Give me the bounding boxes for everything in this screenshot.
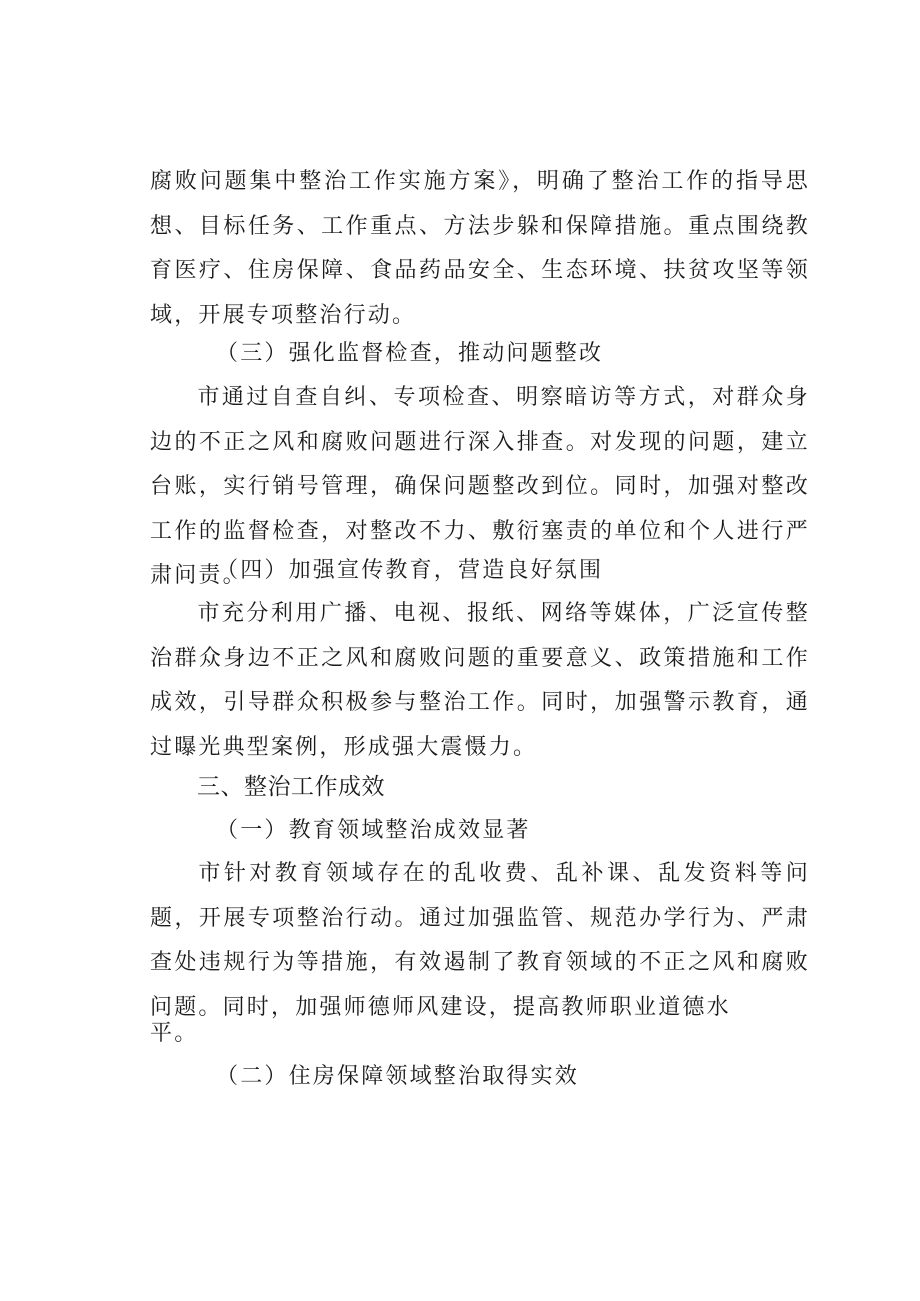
paragraph-publicity-text: 市充分利用广播、电视、报纸、网络等媒体，广泛宣传整治群众身边不正之风和腐败问题的重要意义、政策措施和工作成效，引导群众积极参与整治工作。同时，加强警示教育，通过曝光典型案例，形成强大震慑力。 xyxy=(150,601,810,760)
paragraph-publicity xyxy=(150,592,810,770)
subheading-publicity-education: （四）加强宣传教育，营造良好氛围 xyxy=(216,558,604,583)
section-heading-results: 三、整治工作成效 xyxy=(197,774,385,800)
paragraph-continuation: 腐败问题集中整治工作实施方案》，明确了整治工作的指导思想、目标任务、工作重点、方法步躲和保障措施。重点围绕教育医疗、住房保障、食品药品安全、生态环境、扶贫攻坚等领域，开展专项整治行动。 xyxy=(150,169,810,328)
paragraph-supervision-text: 市通过自查自纠、专项检查、明察暗访等方式，对群众身边的不正之风和腐败问题进行深入排查。对发现的问题，建立台账，实行销号管理，确保问题整改到位。同时，加强对整改工作的监督检查，对整改不力、敷衍塞责的单位和个人进行严肃问责。 xyxy=(150,385,810,588)
paragraph-education xyxy=(150,852,810,1030)
paragraph-education-text: 市针对教育领域存在的乱收费、乱补课、乱发资料等问题，开展专项整治行动。通过加强监管、规范办学行为、严肃查处违规行为等措施，有效遏制了教育领域的不正之风和腐败问题。同时，加强师德师风建设，提高教师职业道德水 xyxy=(150,861,810,1020)
subheading-education-results: （一）教育领域整治成效显著 xyxy=(216,818,531,843)
subheading-strengthen-supervision: （三）强化监督检查，推动问题整改 xyxy=(216,341,604,366)
subheading-housing-results: （二）住房保障领域整治取得实效 xyxy=(216,1064,580,1089)
paragraph-education-tail: 平。 xyxy=(150,1021,199,1046)
